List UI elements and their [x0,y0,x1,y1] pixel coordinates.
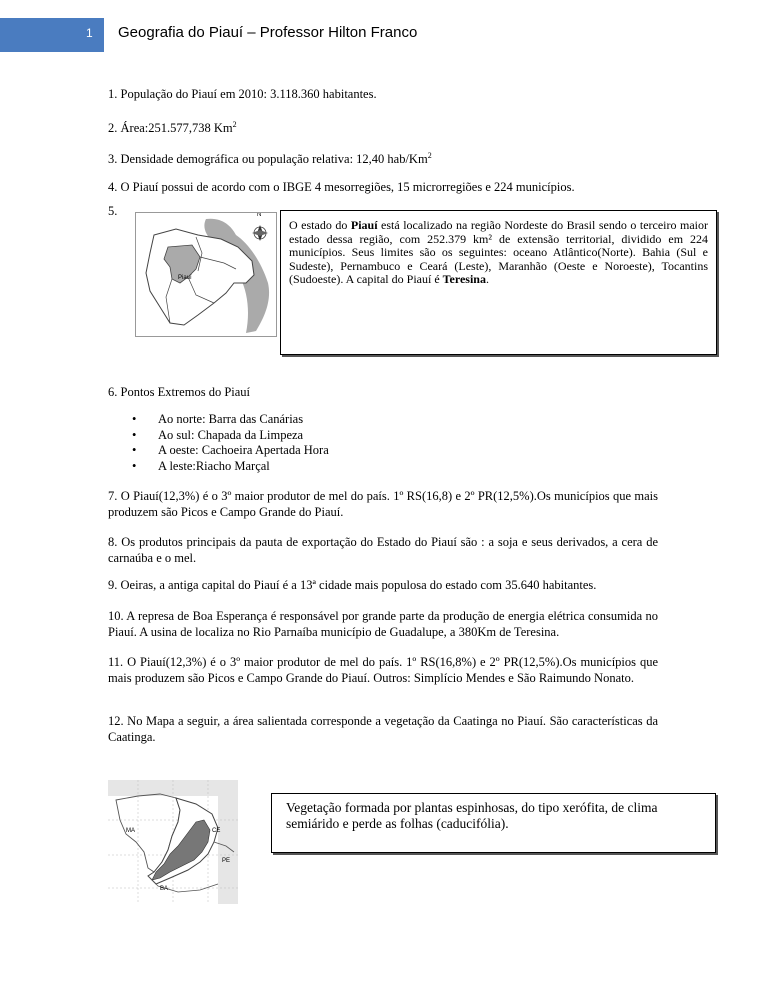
item-3: 3. Densidade demográfica ou população relativa: 12,40 hab/Km$^2$ [108,151,432,167]
item-1: 1. População do Piauí em 2010: 3.118.360 habitantes. [108,87,377,101]
item-4: 4. O Piauí possui de acordo com o IBGE 4 mesorregiões, 15 microrregiões e 224 municípios. [108,180,575,194]
header-title: Geografia do Piauí – Professor Hilton Franco [118,24,418,41]
list-item: • Ao sul: Chapada da Limpeza [146,428,329,444]
item-7: 7. O Piauí(12,3%) é o 3º maior produtor de mel do país. 1º RS(16,8) e 2º PR(12,5%).Os municípios que mais produzem são Picos e Campo Grande do Piauí. [108,489,658,519]
piaui-location-map [135,212,277,337]
map-label-pe: PE [222,858,231,864]
item-11: 11. O Piauí(12,3%) é o 3º maior produtor de mel do país. 1º RS(16,8%) e 2º PR(12,5%).Os municípios que mais produzem são Picos e Campo Grande do Piauí. Outros: Simplício Mendes e São Raimundo Nonato. [108,655,658,685]
map-label-ba: BA [160,886,169,892]
caatinga-description-box: Vegetação formada por plantas espinhosas, do tipo xerófita, de clima semiárido e perde as folhas (caducifólia). [271,793,716,853]
item-9: 9. Oeiras, a antiga capital do Piauí é a 13ª cidade mais populosa do estado com 35.640 habitantes. [108,578,597,592]
map-label-ce: CE [212,828,221,834]
map-piaui-label: Piauí [178,275,192,281]
item-8: 8. Os produtos principais da pauta de exportação do Estado do Piauí são : a soja e seus derivados, a cera de carnaúba e o mel. [108,535,658,565]
caatinga-map [108,780,238,904]
item-10: 10. A represa de Boa Esperança é responsável por grande parte da produção de energia elétrica consumida no Piauí. A usina de localiza no Rio Parnaíba município de Guadalupe, a 380Km de Teresina. [108,609,658,639]
list-item: • Ao norte: Barra das Canárias [146,412,329,428]
item-2: 2. Área:251.577,738 Km$^2$ [108,120,237,136]
map-north-label: N [257,212,262,218]
page-number: 1 [86,26,93,40]
item-12: 12. No Mapa a seguir, a área salientada corresponde a vegetação da Caatinga no Piauí. São características da Caatinga. [108,714,658,744]
item-5: 5. [108,204,118,218]
extremes-list [132,412,329,474]
item-6: 6. Pontos Extremos do Piauí [108,385,251,399]
piaui-description-box: O estado do Piauí está localizado na região Nordeste do Brasil sendo o terceiro maior estado dessa região, com 252.379 km² de extensão territorial, dividido em 224 municípios. Seus limites são os seguintes: oceano Atlântico(Norte). Bahia (Sul e Sudeste), Pernambuco e Ceará (Leste), Maranhão (Oeste e Noroeste), Tocantins (Sudoeste). A capital do Piauí é Teresina. [280,210,717,355]
map-label-ma: MA [126,828,135,834]
list-item: • A leste:Riacho Marçal [146,459,329,475]
list-item: • A oeste: Cachoeira Apertada Hora [146,443,329,459]
